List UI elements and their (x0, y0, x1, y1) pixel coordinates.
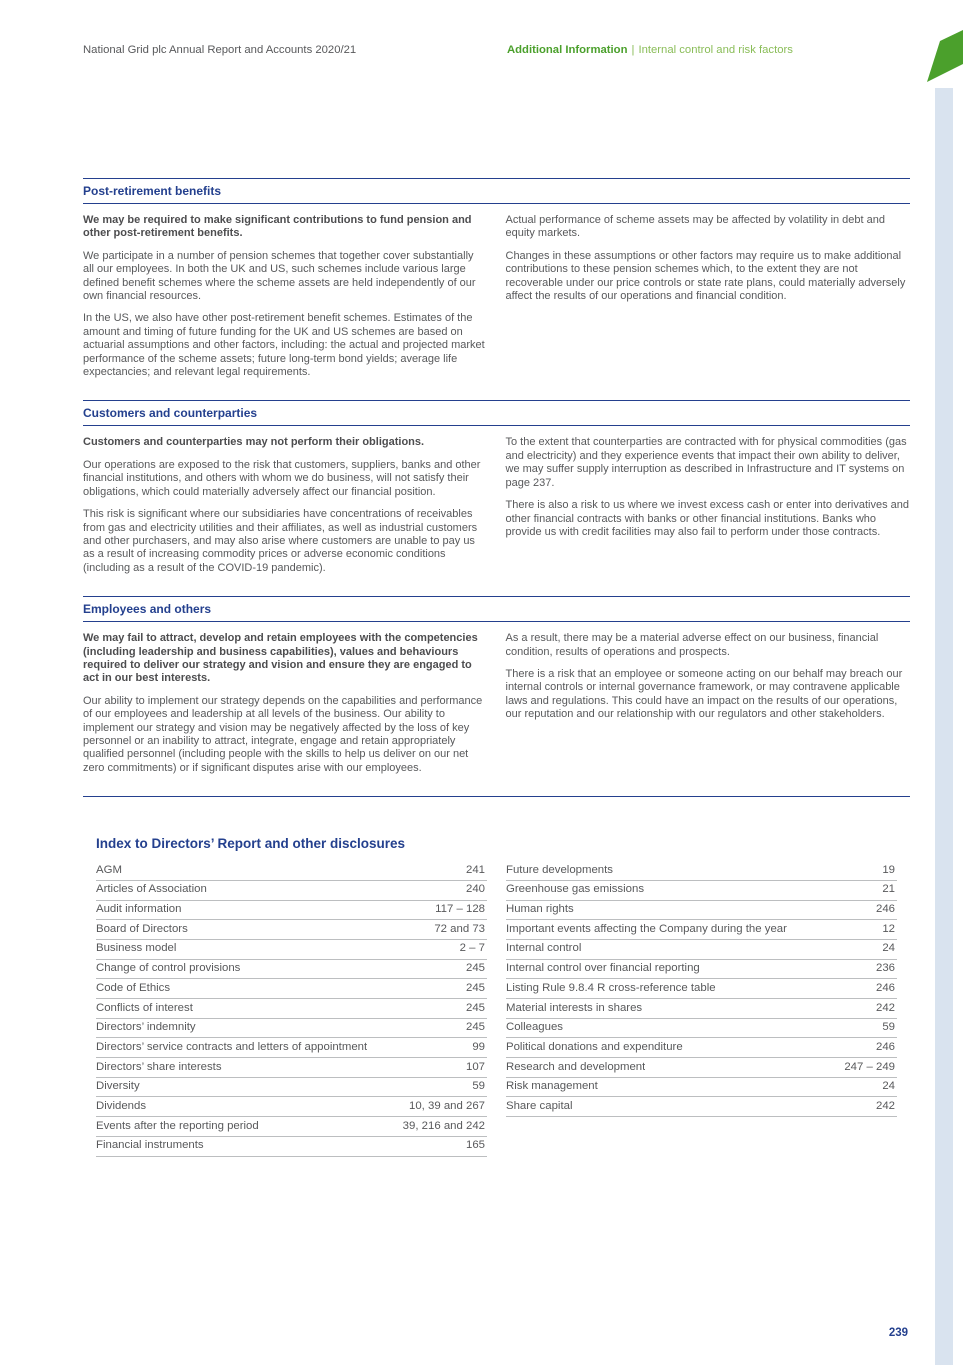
index-entry-label: Risk management (506, 1080, 598, 1093)
index-row (96, 1097, 487, 1117)
index-entry-label: Board of Directors (96, 922, 188, 935)
section-heading: Post-retirement benefits (83, 178, 910, 204)
index-entry-page: 165 (465, 1139, 485, 1152)
index-row (96, 920, 487, 940)
section-employees-and-others (83, 596, 910, 796)
index-entry-label: Conflicts of interest (96, 1001, 193, 1014)
index-entry-label: Business model (96, 942, 177, 955)
index-row (96, 999, 487, 1019)
index-entry-label: Code of Ethics (96, 981, 171, 994)
index-entry-page: 12 (882, 922, 895, 935)
risk-lead-statement: We may fail to attract, develop and retain employees with the competencies (including leadership and business capabilities), values and behaviours required to deliver our strategy and vision and ensure they are engaged to act in our best interests. (83, 632, 478, 685)
index-entry-page: 2 – 7 (459, 942, 485, 955)
paragraph: To the extent that counterparties are contracted with for physical commodities (gas and electricity) and they experience events that impact their own ability to deliver, we may suffer supply interruption as described in Infrastructure and IT systems on page 237. (505, 436, 907, 489)
right-paragraphs (506, 214, 911, 303)
index-entry-page: 242 (875, 1001, 895, 1014)
corner-kite-icon (927, 30, 963, 82)
index-row (506, 999, 897, 1019)
index-entry-page: 39, 216 and 242 (402, 1119, 485, 1132)
breadcrumb-separator: | (631, 44, 635, 56)
index-row (96, 1019, 487, 1039)
left-paragraphs (83, 459, 488, 575)
two-column-body (83, 436, 910, 596)
index-entry-page: 242 (875, 1099, 895, 1112)
index-row (96, 861, 487, 881)
paragraph: In the US, we also have other post-retirement benefit schemes. Estimates of the amount and timing of future funding for the UK and US schemes are based on actuarial assumptions and other factors, including: the actual and projected market performance of the scheme assets; future long-term bond yields; average life expectancies; and relevant legal requirements. (83, 312, 485, 379)
breadcrumb (507, 44, 793, 56)
report-title: National Grid plc Annual Report and Accounts 2020/21 (83, 44, 357, 56)
page-edge-bar (935, 88, 953, 1365)
paragraph: As a result, there may be a material adverse effect on our business, financial condition, results of operations and prospects. (505, 632, 879, 658)
index-entry-page: 59 (882, 1021, 895, 1034)
index-row (96, 940, 487, 960)
breadcrumb-subsection: Internal control and risk factors (638, 44, 793, 56)
kite-shape (927, 30, 963, 82)
index-entry-page: 19 (882, 863, 895, 876)
index-entry-label: Diversity (96, 1080, 140, 1093)
index-entry-label: Future developments (506, 863, 614, 876)
index-row (506, 920, 897, 940)
index-row (506, 1019, 897, 1039)
section-heading: Customers and counterparties (83, 400, 910, 426)
section-post-retirement-benefits (83, 178, 910, 400)
index-entry-page: 10, 39 and 267 (408, 1099, 485, 1112)
index-entry-label: Internal control (506, 942, 582, 955)
section-closing-rule (83, 796, 910, 798)
index-entry-label: Directors’ share interests (96, 1060, 222, 1073)
index-row (96, 901, 487, 921)
two-column-body (83, 214, 910, 400)
breadcrumb-section: Additional Information (507, 44, 628, 56)
index-row (506, 861, 897, 881)
index-entry-label: Events after the reporting period (96, 1119, 259, 1132)
index-entry-page: 72 and 73 (434, 922, 485, 935)
index-entry-page: 236 (875, 962, 895, 975)
left-column (83, 436, 488, 584)
paragraph: Actual performance of scheme assets may be affected by volatility in debt and equity markets. (505, 214, 885, 240)
page-number: 239 (888, 1327, 908, 1339)
index-row (96, 979, 487, 999)
index-entry-label: Colleagues (506, 1021, 563, 1034)
index-row (506, 1058, 897, 1078)
section-customers-and-counterparties (83, 400, 910, 596)
index-row (96, 1058, 487, 1078)
index-entry-page: 246 (875, 903, 895, 916)
section-heading: Employees and others (83, 596, 910, 622)
index-entry-label: Material interests in shares (506, 1001, 643, 1014)
index-row (96, 1137, 487, 1157)
index-row (506, 979, 897, 999)
index-row (96, 960, 487, 980)
index-entry-label: Change of control provisions (96, 962, 241, 975)
risk-lead-statement: We may be required to make significant contributions to fund pension and other post-retirement benefits. (83, 214, 472, 240)
index-entry-label: Financial instruments (96, 1139, 204, 1152)
index-row (96, 1117, 487, 1137)
index-row (506, 960, 897, 980)
index-entry-page: 245 (465, 1021, 485, 1034)
index-row (506, 940, 897, 960)
left-column (83, 632, 488, 784)
paragraph: Our ability to implement our strategy depends on the capabilities and performance of our employees and leadership at all levels of the business. Our ability to implement our strategy and vision may be negatively affected by the loss of key personnel or an inability to attract, integrate, engage and retain appropriately qualified personnel (including people with the skills to help us deliver on our net zero commitments) or if significant disputes arise with our employees. (83, 694, 483, 774)
right-column (506, 632, 911, 784)
index-row (96, 881, 487, 901)
left-column (83, 214, 488, 388)
index-entry-page: 24 (882, 942, 895, 955)
paragraph: There is a risk that an employee or someone acting on our behalf may breach our internal controls or internal governance framework, or may contravene applicable laws and regulations. This could have an impact on the results of our operations, our reputation and our relationship with our regulators and other stakeholders. (505, 667, 903, 721)
index-entry-label: Greenhouse gas emissions (506, 883, 645, 896)
index-columns (96, 861, 897, 1156)
main-content (83, 178, 910, 1157)
index-entry-page: 245 (465, 981, 485, 994)
index-entry-label: Articles of Association (96, 883, 207, 896)
right-column (506, 436, 911, 584)
index-entry-label: Share capital (506, 1099, 573, 1112)
index-entry-page: 107 (465, 1060, 485, 1073)
index-entry-page: 246 (875, 981, 895, 994)
index-row (506, 901, 897, 921)
right-paragraphs (506, 436, 911, 539)
paragraph: Changes in these assumptions or other factors may require us to make additional contributions to these pension schemes which, to the extent they are not recoverable under our price controls or state rate plans, could materially adversely affect the results of our operations and financial condition. (505, 249, 906, 303)
index-entry-label: Research and development (506, 1060, 646, 1073)
right-column (506, 214, 911, 388)
index-entry-page: 21 (882, 883, 895, 896)
index-entry-page: 24 (882, 1080, 895, 1093)
index-entry-label: Directors’ indemnity (96, 1021, 196, 1034)
index-entry-label: Audit information (96, 903, 182, 916)
index-row (506, 1038, 897, 1058)
index-entry-label: Dividends (96, 1099, 147, 1112)
index-row (506, 1078, 897, 1098)
index-entry-label: Directors’ service contracts and letters of appointment (96, 1040, 368, 1053)
index-entry-label: Internal control over financial reporting (506, 962, 700, 975)
index-row (506, 881, 897, 901)
two-column-body (83, 632, 910, 796)
left-paragraphs (83, 695, 488, 775)
index-entry-label: Political donations and expenditure (506, 1040, 683, 1053)
index-entry-page: 241 (465, 863, 485, 876)
index-entry-page: 245 (465, 962, 485, 975)
index-left-column (96, 861, 487, 1156)
index-row (96, 1078, 487, 1098)
risk-lead-statement: Customers and counterparties may not perform their obligations. (83, 436, 425, 449)
index-entry-page: 59 (472, 1080, 485, 1093)
index-section (83, 836, 910, 1156)
index-entry-page: 246 (875, 1040, 895, 1053)
index-right-column (506, 861, 897, 1156)
index-entry-label: Human rights (506, 903, 574, 916)
paragraph: Our operations are exposed to the risk that customers, suppliers, banks and other financial institutions, and others with whom we do business, will not satisfy their obligations, which could materially adversely affect our financial position. (83, 458, 481, 498)
left-paragraphs (83, 250, 488, 380)
right-paragraphs (506, 632, 911, 721)
index-entry-page: 117 – 128 (435, 903, 485, 916)
index-entry-label: Important events affecting the Company during the year (506, 922, 787, 935)
index-entry-page: 245 (465, 1001, 485, 1014)
paragraph: There is also a risk to us where we invest excess cash or enter into derivatives and other financial contracts with banks or other financial institutions. Banks who provide us with credit facilities may also fail to perform under those contracts. (505, 499, 910, 538)
index-entry-label: Listing Rule 9.8.4 R cross-reference table (506, 981, 716, 994)
paragraph: We participate in a number of pension schemes that together cover substantially all our employees. In both the UK and US, such schemes include various large defined benefit schemes where the scheme assets are held independently of our own financial resources. (83, 249, 476, 303)
index-entry-page: 240 (465, 883, 485, 896)
index-entry-label: AGM (96, 863, 122, 876)
index-entry-page: 247 – 249 (844, 1060, 895, 1073)
index-title: Index to Directors’ Report and other disclosures (96, 836, 406, 852)
index-row (506, 1097, 897, 1117)
index-entry-page: 99 (472, 1040, 485, 1053)
paragraph: This risk is significant where our subsidiaries have concentrations of receivables from gas and electricity utilities and their affiliates, as well as industrial customers and other purchasers, and may also arise where customers are unable to pay us as a result of increasing commodity prices or adverse economic conditions (including as a result of the COVID-19 pandemic). (83, 508, 478, 574)
index-row (96, 1038, 487, 1058)
